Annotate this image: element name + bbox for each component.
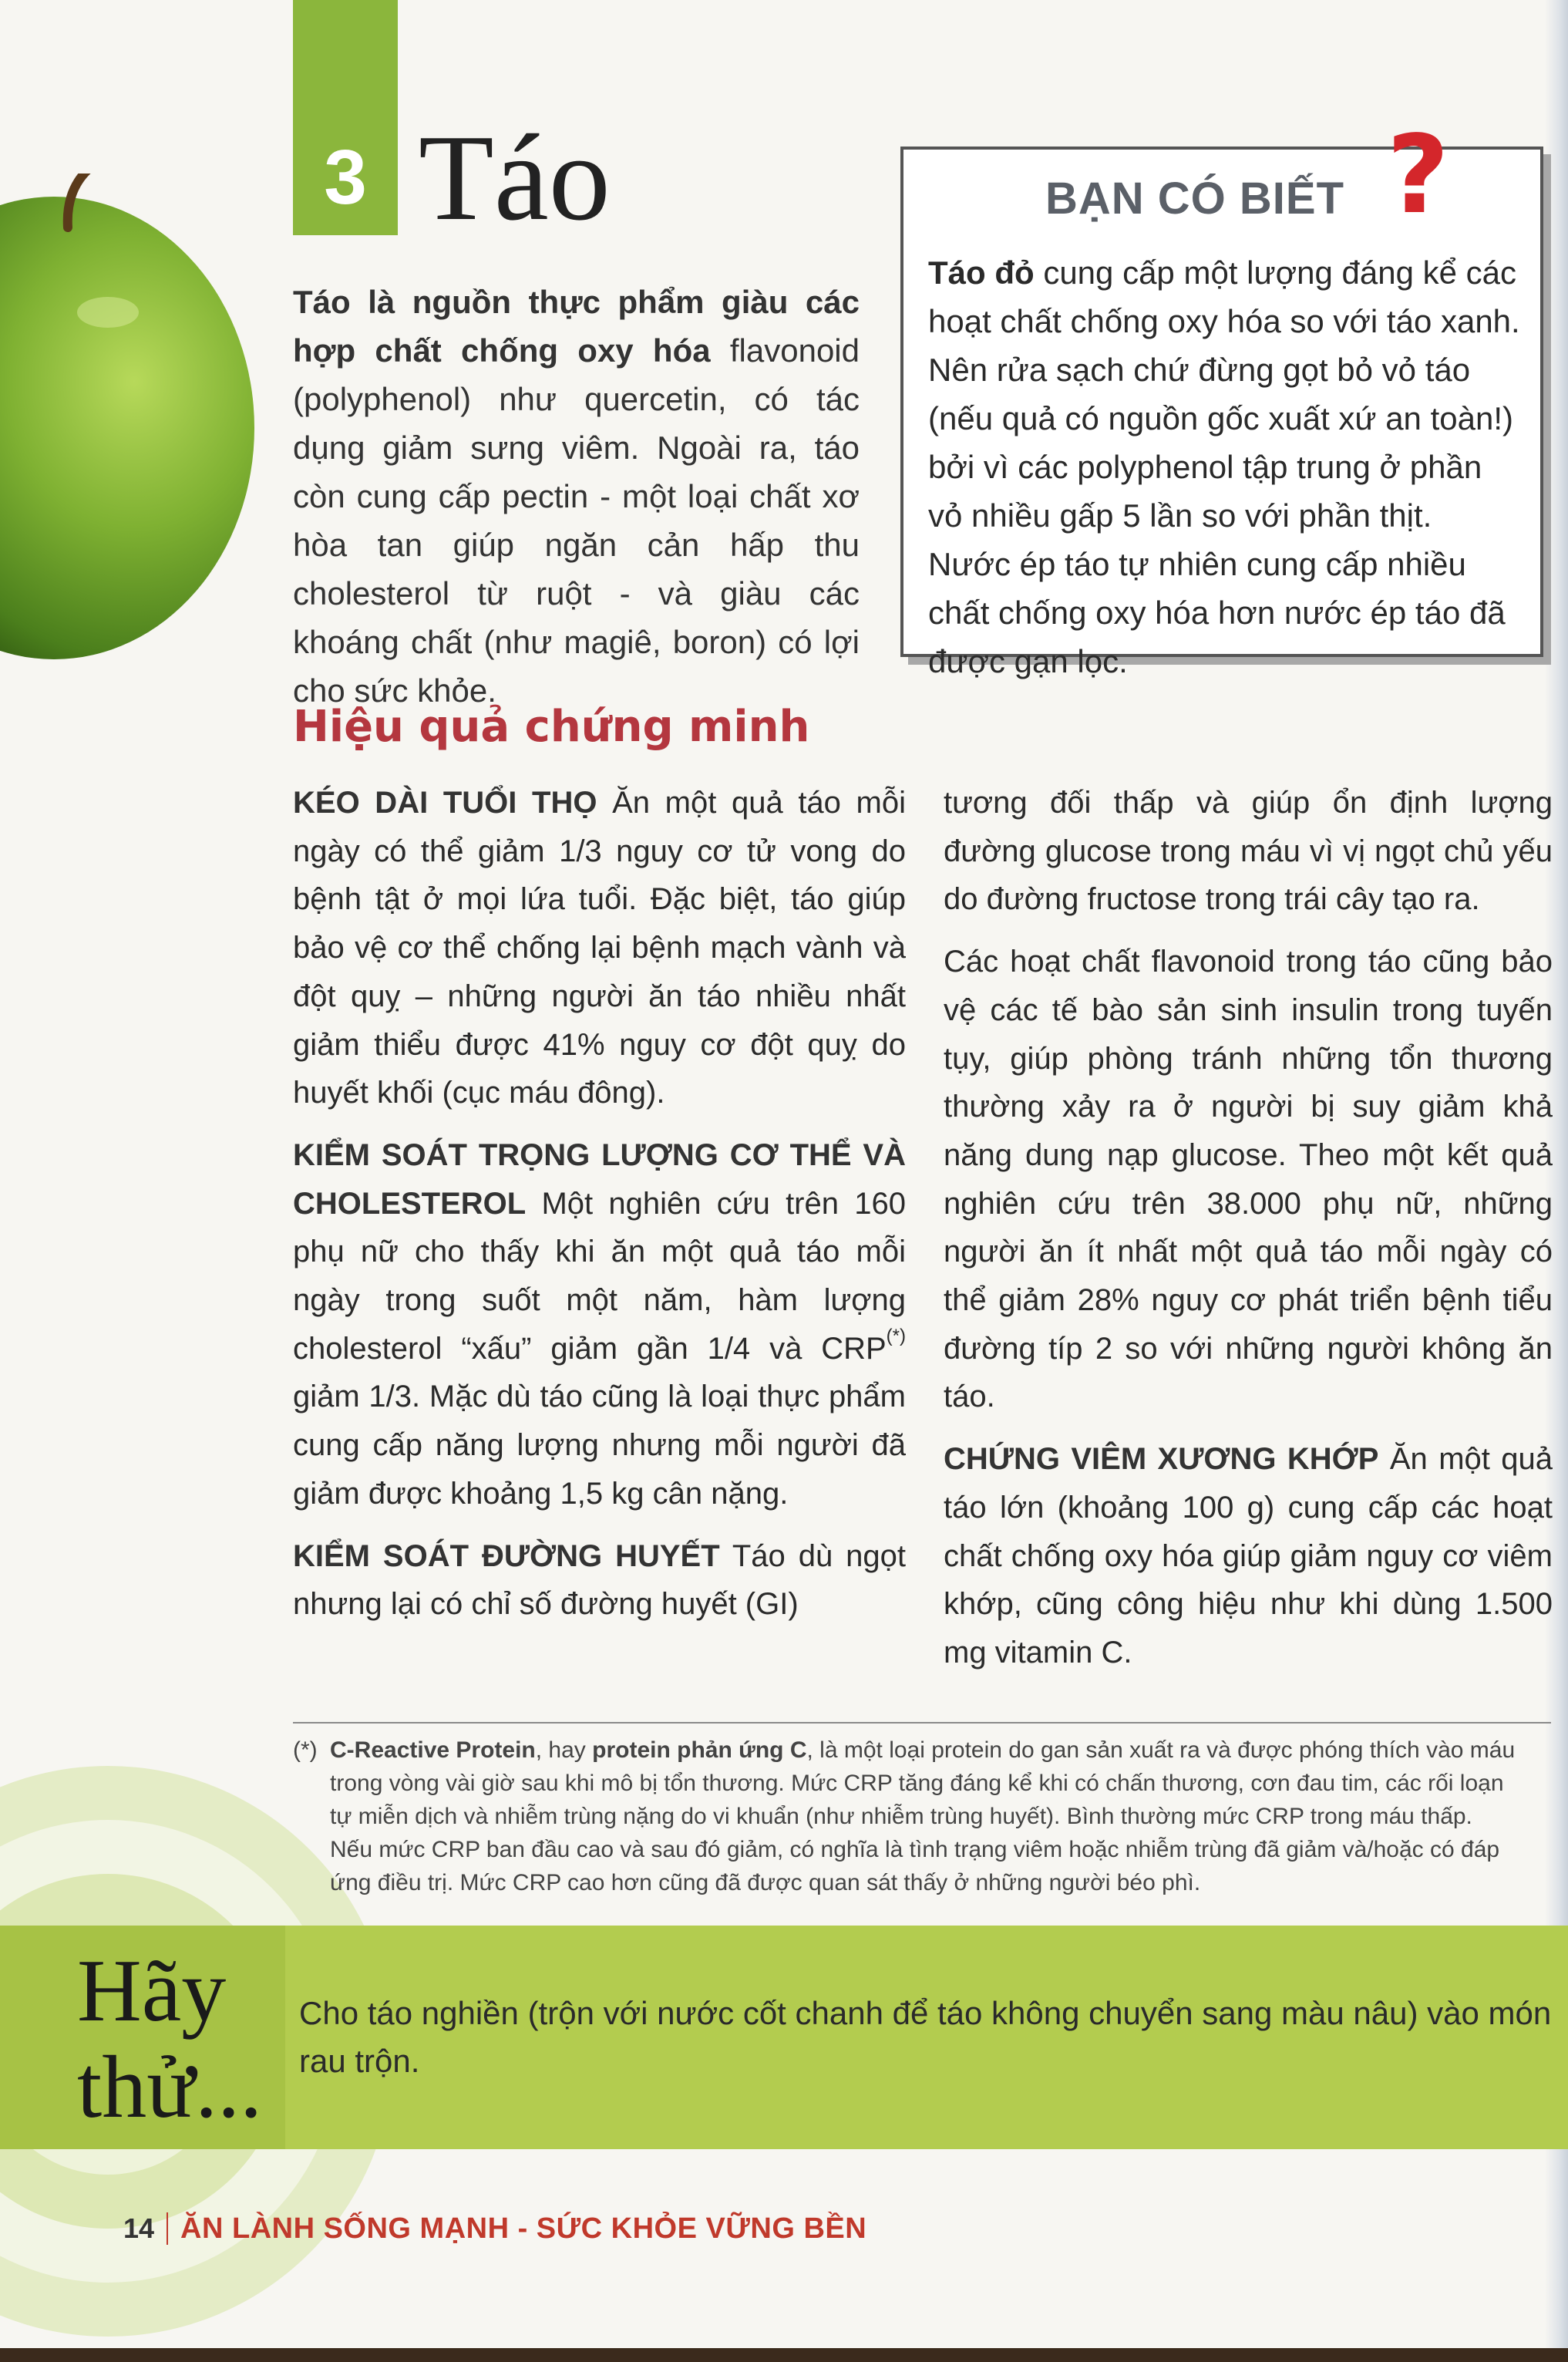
- page-number: 14: [123, 2212, 168, 2245]
- intro-bold: Táo là nguồn thực phẩm giàu các hợp chất chống oxy hóa: [293, 284, 860, 369]
- book-title: ĂN LÀNH SỐNG MẠNH - SỨC KHỎE VỮNG BỀN: [180, 2212, 867, 2245]
- section-heading: Hiệu quả chứng minh: [293, 702, 810, 752]
- column-right: [944, 779, 1553, 1691]
- heading-longevity: KÉO DÀI TUỔI THỌ: [293, 786, 597, 820]
- did-you-know-title-text: BẠN CÓ BIẾT: [1045, 174, 1344, 224]
- footnote: [293, 1734, 1551, 1899]
- page-bottom-edge: [0, 2348, 1568, 2362]
- paragraph-weight: [293, 1131, 906, 1518]
- intro-text: flavonoid (polyphenol) như quercetin, có tác dụng giảm sưng viêm. Ngoài ra, táo còn cung cấp pectin - một loại chất xơ hòa tan giúp ngăn cản hấp thu cholesterol từ ruột - và giàu các khoáng chất (như magiê, boron) có lợi cho sức khỏe.: [293, 332, 860, 709]
- try-it-label: [77, 1943, 262, 2136]
- try-it-line-2: thử...: [77, 2038, 263, 2137]
- try-it-line-1: Hãy: [77, 1942, 227, 2040]
- footnote-divider: [293, 1722, 1551, 1723]
- intro-paragraph: [293, 278, 860, 715]
- footnote-term-1: C-Reactive Protein: [330, 1737, 536, 1763]
- did-you-know-body: [928, 248, 1522, 686]
- chapter-title: Táo: [419, 109, 611, 246]
- footnote-line-1-rest: , là một loại protein do gan sản xuất ra và được phóng thích vào máu: [806, 1737, 1516, 1763]
- question-mark-icon: ?: [1386, 113, 1449, 238]
- apple-illustration: [0, 174, 262, 667]
- heading-arthritis: CHỨNG VIÊM XƯƠNG KHỚP: [944, 1442, 1379, 1477]
- footnote-mark: (*): [293, 1737, 318, 1763]
- did-you-know-bold: Táo đỏ: [928, 254, 1035, 291]
- footnote-line-1: [293, 1734, 1551, 1767]
- footnote-line-3: tự miễn dịch và nhiễm trùng nặng do vi khuẩn (như nhiễm trùng huyết). Bình thường mức CRP trong máu thấp.: [330, 1804, 1472, 1829]
- paragraph-longevity: [293, 779, 906, 1117]
- try-it-text: Cho táo nghiền (trộn với nước cốt chanh để táo không chuyển sang màu nâu) vào món rau trộn.: [299, 1995, 1552, 2079]
- column-left: [293, 779, 906, 1643]
- footnote-ref[interactable]: (*): [886, 1325, 906, 1346]
- did-you-know-text: cung cấp một lượng đáng kể các hoạt chất chống oxy hóa so với táo xanh. Nên rửa sạch chứ đừng gọt bỏ vỏ táo (nếu quả có nguồn gốc xuất xứ an toàn!) bởi vì các polyphenol tập trung ở phần vỏ nhiều gấp 5 lần so với phần thịt. Nước ép táo tự nhiên cung cấp nhiều chất chống oxy hóa hơn nước ép táo đã được gạn lọc.: [928, 254, 1520, 679]
- did-you-know-box: [900, 113, 1543, 679]
- footnote-line-5: ứng điều trị. Mức CRP cao hơn cũng đã được quan sát thấy ở những người béo phì.: [330, 1870, 1201, 1895]
- footnote-mid: , hay: [535, 1737, 593, 1763]
- text-weight-a: Một nghiên cứu trên 160 phụ nữ cho thấy khi ăn một quả táo mỗi ngày trong suốt một năm, hàm lượng cholesterol “xấu” giảm gần 1/4 và CRP: [293, 1186, 906, 1366]
- footnote-term-2: protein phản ứng C: [592, 1737, 807, 1763]
- heading-weight: KIỂM SOÁT TRỌNG LƯỢNG CƠ THỂ VÀ CHOLESTEROL: [293, 1137, 906, 1221]
- text-longevity: Ăn một quả táo mỗi ngày có thể giảm 1/3 nguy cơ tử vong do bệnh tật ở mọi lứa tuổi. Đặc biệt, táo giúp bảo vệ cơ thể chống lại bệnh mạch vành và đột quỵ – những người ăn táo nhiều nhất giảm thiểu được 41% nguy cơ đột quỵ do huyết khối (cục máu đông).: [293, 786, 907, 1110]
- chapter-number: 3: [324, 134, 367, 221]
- text-weight-b: giảm 1/3. Mặc dù táo cũng là loại thực phẩm cung cấp năng lượng nhưng mỗi người đã giảm được khoảng 1,5 kg cân nặng.: [293, 1380, 906, 1511]
- paragraph-blood-sugar: [293, 1532, 906, 1629]
- text-blood-sugar: Táo dù ngọt nhưng lại có chỉ số đường huyết (GI): [293, 1538, 906, 1622]
- footnote-line-2: trong vòng vài giờ sau khi mô bị tổn thương. Mức CRP tăng đáng kể khi có chấn thương, cơn đau tim, các rối loạn: [330, 1771, 1504, 1796]
- paragraph-arthritis: [944, 1435, 1553, 1677]
- paragraph-insulin: Các hoạt chất flavonoid trong táo cũng bảo vệ các tế bào sản sinh insulin trong tuyến tụy, giúp phòng tránh những tổn thương thường xảy ra ở người bị suy giảm khả năng dung nạp glucose. Theo một kết quả nghiên cứu trên 38.000 phụ nữ, những người ăn ít nhất một quả táo mỗi ngày có thể giảm 28% nguy cơ phát triển bệnh tiểu đường típ 2 so với những người không ăn táo.: [944, 945, 1553, 1414]
- page-footer: [123, 2202, 866, 2256]
- footnote-line-4: Nếu mức CRP ban đầu cao và sau đó giảm, có nghĩa là tình trạng viêm hoặc nhiễm trùng đã giảm và/hoặc có đáp: [330, 1837, 1500, 1862]
- heading-blood-sugar: KIỂM SOÁT ĐƯỜNG HUYẾT: [293, 1538, 720, 1573]
- text-arthritis: Ăn một quả táo lớn (khoảng 100 g) cung cấp các hoạt chất chống oxy hóa giúp giảm nguy cơ viêm khớp, cũng công hiệu như khi dùng 1.500 mg vitamin C.: [944, 1442, 1553, 1670]
- paragraph-blood-sugar-cont: tương đối thấp và giúp ổn định lượng đường glucose trong máu vì vị ngọt chủ yếu do đường fructose trong trái cây tạo ra.: [944, 786, 1553, 917]
